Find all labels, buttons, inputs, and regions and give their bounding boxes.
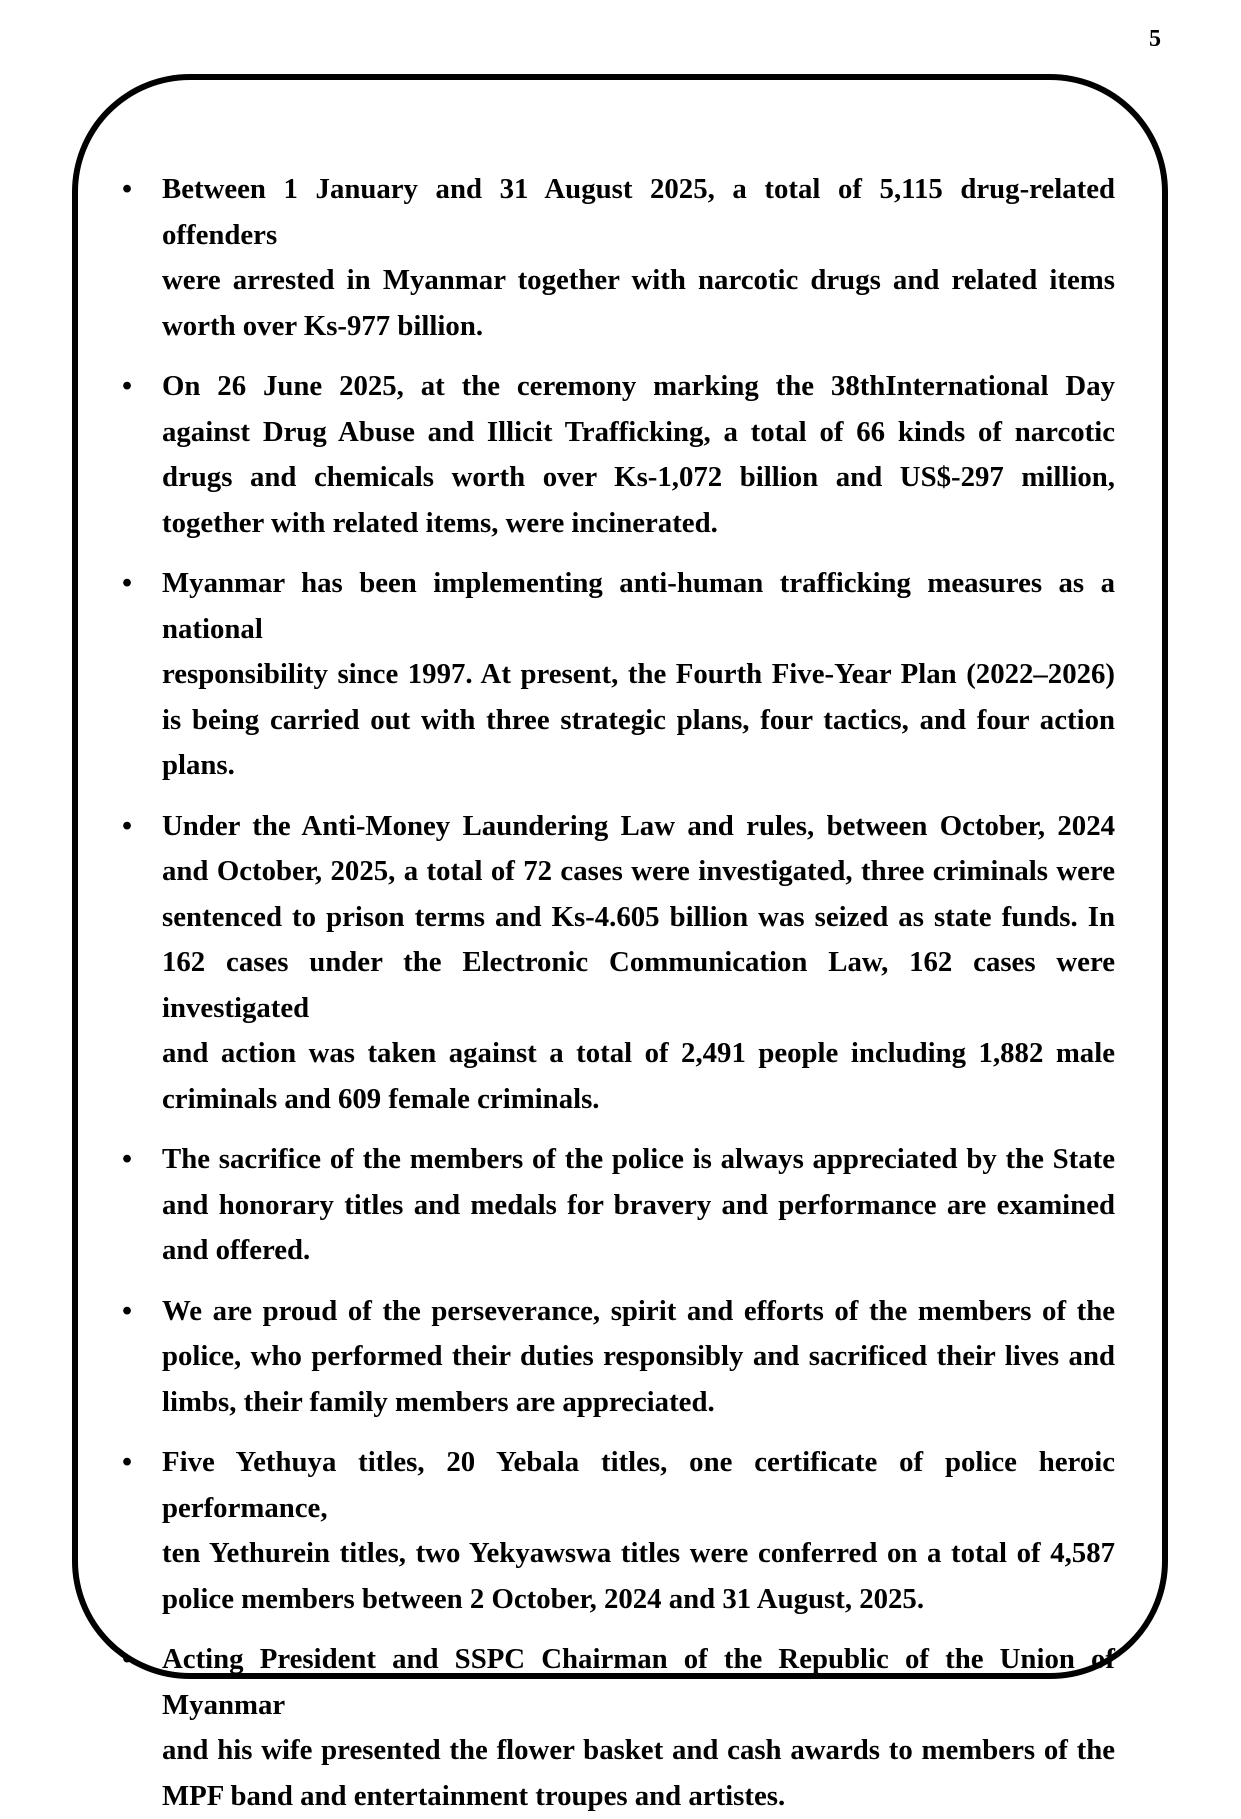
bullet-item bbox=[162, 1637, 1115, 1819]
bullet-text-line: Acting President and SSPC Chairman of the Republic of the Union of Myanmar bbox=[162, 1637, 1115, 1728]
bullet-item bbox=[162, 1137, 1115, 1274]
bullet-item bbox=[162, 1440, 1115, 1622]
bullet-item bbox=[162, 804, 1115, 1123]
bullet-text-line: We are proud of the perseverance, spirit and efforts of the members of the bbox=[162, 1289, 1115, 1335]
bullet-text-line: and October, 2025, a total of 72 cases were investigated, three criminals were bbox=[162, 849, 1115, 895]
bullet-text-line: ten Yethurein titles, two Yekyawswa titles were conferred on a total of 4,587 bbox=[162, 1531, 1115, 1577]
bullet-text-line: responsibility since 1997. At present, the Fourth Five-Year Plan (2022–2026) bbox=[162, 652, 1115, 698]
bullet-text-line: and his wife presented the flower basket and cash awards to members of the bbox=[162, 1728, 1115, 1774]
bullet-text-line: limbs, their family members are appreciated. bbox=[162, 1380, 1115, 1426]
bullet-text-line: were arrested in Myanmar together with narcotic drugs and related items bbox=[162, 258, 1115, 304]
bullet-text-line: On 26 June 2025, at the ceremony marking the 38thInternational Day bbox=[162, 364, 1115, 410]
bullet-dot-icon: • bbox=[122, 804, 142, 850]
bullet-dot-icon: • bbox=[122, 1289, 142, 1335]
bullet-text-line: against Drug Abuse and Illicit Trafficking, a total of 66 kinds of narcotic bbox=[162, 410, 1115, 456]
bullet-text-line: and offered. bbox=[162, 1228, 1115, 1274]
bullet-text-line: police, who performed their duties responsibly and sacrificed their lives and bbox=[162, 1334, 1115, 1380]
bullet-dot-icon: • bbox=[122, 167, 142, 213]
bullet-list bbox=[78, 80, 1162, 1819]
bullet-text-line: worth over Ks-977 billion. bbox=[162, 304, 1115, 350]
page-number: 5 bbox=[1149, 26, 1161, 53]
bullet-dot-icon: • bbox=[122, 561, 142, 607]
bullet-text-line: and honorary titles and medals for bravery and performance are examined bbox=[162, 1183, 1115, 1229]
bullet-dot-icon: • bbox=[122, 1137, 142, 1183]
bullet-text-line: drugs and chemicals worth over Ks-1,072 billion and US$-297 million, bbox=[162, 455, 1115, 501]
bullet-dot-icon: • bbox=[122, 364, 142, 410]
bullet-item bbox=[162, 1289, 1115, 1426]
bullet-text-line: sentenced to prison terms and Ks-4.605 billion was seized as state funds. In bbox=[162, 895, 1115, 941]
bullet-text-line: 162 cases under the Electronic Communication Law, 162 cases were investigated bbox=[162, 940, 1115, 1031]
bullet-item bbox=[162, 561, 1115, 789]
content-border-box bbox=[72, 74, 1168, 1679]
bullet-text-line: together with related items, were incinerated. bbox=[162, 501, 1115, 547]
bullet-text-line: Five Yethuya titles, 20 Yebala titles, one certificate of police heroic performance, bbox=[162, 1440, 1115, 1531]
bullet-text-line: Under the Anti-Money Laundering Law and rules, between October, 2024 bbox=[162, 804, 1115, 850]
bullet-text-line: police members between 2 October, 2024 and 31 August, 2025. bbox=[162, 1577, 1115, 1623]
bullet-text-line: Myanmar has been implementing anti-human trafficking measures as a national bbox=[162, 561, 1115, 652]
bullet-text-line: MPF band and entertainment troupes and artistes. bbox=[162, 1774, 1115, 1819]
bullet-dot-icon: • bbox=[122, 1440, 142, 1486]
bullet-text-line: The sacrifice of the members of the police is always appreciated by the State bbox=[162, 1137, 1115, 1183]
bullet-text-line: criminals and 609 female criminals. bbox=[162, 1077, 1115, 1123]
bullet-text-line: is being carried out with three strategic plans, four tactics, and four action bbox=[162, 698, 1115, 744]
bullet-text-line: plans. bbox=[162, 743, 1115, 789]
bullet-dot-icon: • bbox=[122, 1637, 142, 1683]
bullet-item bbox=[162, 167, 1115, 349]
bullet-text-line: and action was taken against a total of 2,491 people including 1,882 male bbox=[162, 1031, 1115, 1077]
bullet-item bbox=[162, 364, 1115, 546]
bullet-text-line: Between 1 January and 31 August 2025, a total of 5,115 drug-related offenders bbox=[162, 167, 1115, 258]
